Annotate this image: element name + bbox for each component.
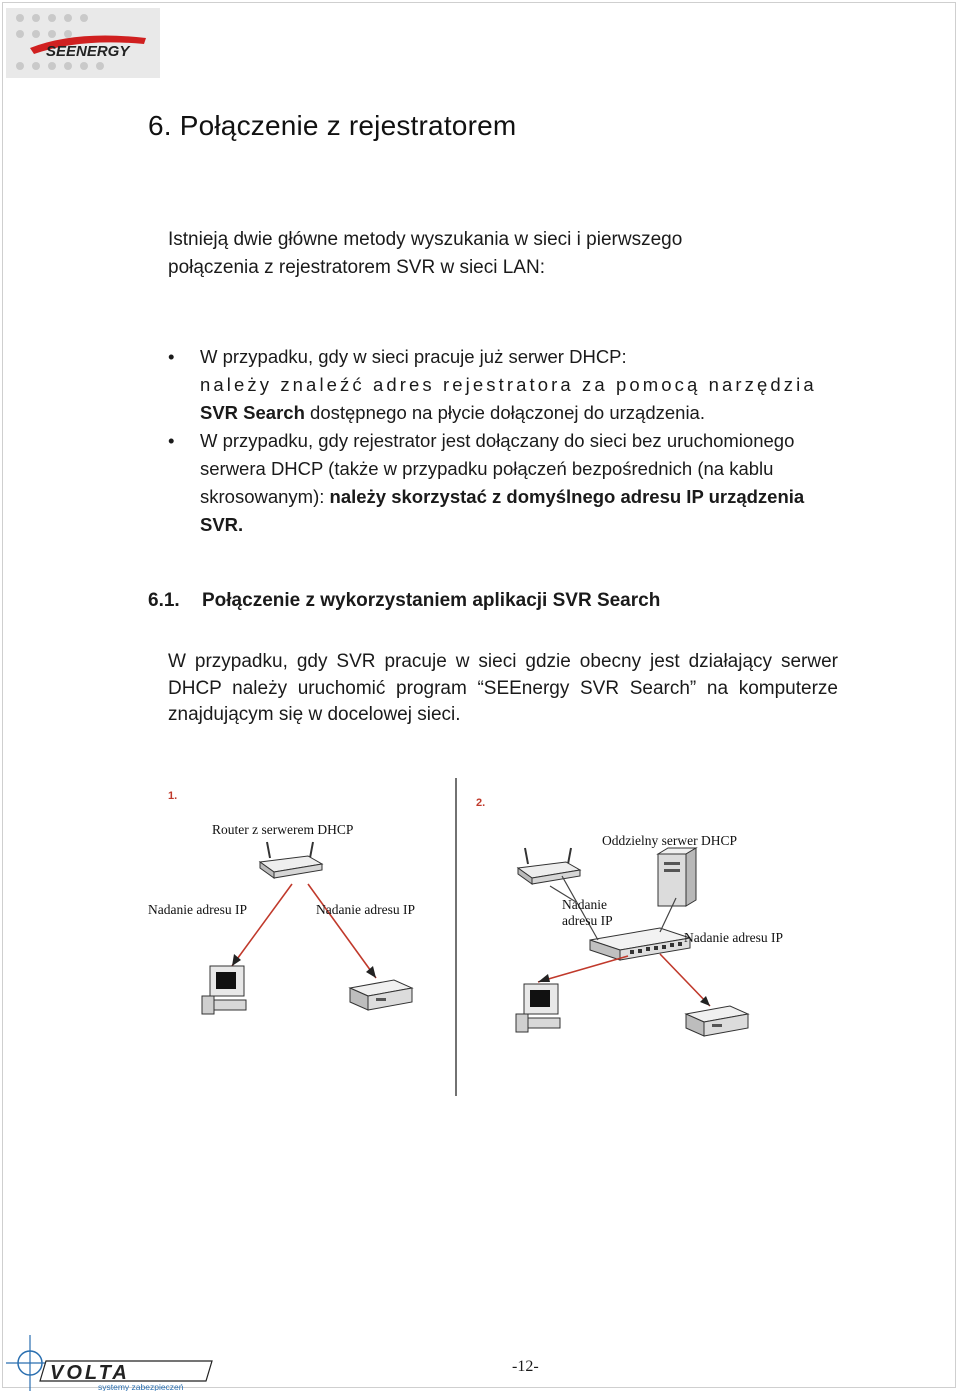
- router-icon: [518, 848, 580, 884]
- dvr-icon: [686, 1006, 748, 1036]
- computer-icon: [202, 966, 246, 1014]
- bullet-line: W przypadku, gdy w sieci pracuje już serwer DHCP:: [200, 346, 627, 367]
- scenario-1-number: 1.: [168, 790, 178, 802]
- computer-icon: [516, 984, 560, 1032]
- ip-label-right: Nadanie adresu IP: [316, 902, 415, 917]
- dvr-icon: [350, 980, 412, 1010]
- server-icon: [658, 848, 696, 906]
- seenergy-logo: [6, 8, 160, 78]
- bullet-icon: •: [168, 430, 175, 451]
- subsection-title: Połączenie z wykorzystaniem aplikacji SVR Search: [202, 590, 661, 611]
- body-paragraph: W przypadku, gdy SVR pracuje w sieci gdzie obecny jest działający serwer DHCP należy uruchomić program “SEEnergy SVR Search” na komputerze znajdującym się w docelowej sieci.: [168, 651, 838, 725]
- router-icon: [260, 842, 322, 878]
- router-label: Router z serwerem DHCP: [212, 822, 354, 837]
- arrow-line: [232, 884, 292, 966]
- bullet-text: W przypadku, gdy rejestrator jest dołączany do sieci bez uruchomionego serwera DHCP (także w przypadku połączeń bezpośrednich (na kablu skrosowanym):: [200, 430, 795, 507]
- intro-paragraph: Istnieją dwie główne metody wyszukania w sieci i pierwszego połączenia z rejestratorem SVR w sieci LAN:: [168, 229, 683, 278]
- ip-label-left: Nadanie adresu IP: [148, 902, 247, 917]
- list-item: [168, 343, 848, 427]
- page-number: -12-: [512, 1358, 539, 1375]
- list-item: [168, 427, 848, 539]
- arrow-line: [538, 956, 628, 982]
- volta-logo: [6, 1335, 216, 1391]
- ip-label-dvr: Nadanie adresu IP: [684, 930, 783, 945]
- svg-text:VOLTA: VOLTA: [50, 1362, 130, 1384]
- arrow-head: [366, 966, 376, 978]
- scenario-2-number: 2.: [476, 797, 486, 809]
- arrow-line: [660, 954, 710, 1006]
- page-title: 6. Połączenie z rejestratorem: [148, 110, 517, 141]
- ip-label-switch: Nadanie adresu IP: [562, 897, 613, 928]
- switch-icon: [590, 928, 690, 960]
- network-diagram: [120, 770, 820, 1100]
- bullet-line-spaced: należy znaleźć adres rejestratora za pomocą narzędzia: [200, 374, 817, 395]
- bullet-line: [200, 399, 848, 427]
- bullet-bold-text: należy skorzystać z domyślnego adresu IP urządzenia SVR.: [200, 486, 805, 535]
- bullet-icon: •: [168, 346, 175, 367]
- svg-text:systemy zabezpieczeń: systemy zabezpieczeń: [98, 1382, 184, 1391]
- arrow-line: [308, 884, 376, 978]
- dhcp-server-label: Oddzielny serwer DHCP: [602, 833, 737, 848]
- subsection-heading: [148, 590, 660, 612]
- bullet-text: dostępnego na płycie dołączonej do urządzenia.: [304, 402, 705, 423]
- arrow-head: [538, 974, 550, 982]
- svr-search-name: SVR Search: [200, 402, 305, 423]
- svg-text:SEENERGY: SEENERGY: [46, 43, 130, 60]
- method-list: [168, 343, 848, 539]
- subsection-number: 6.1.: [148, 590, 180, 611]
